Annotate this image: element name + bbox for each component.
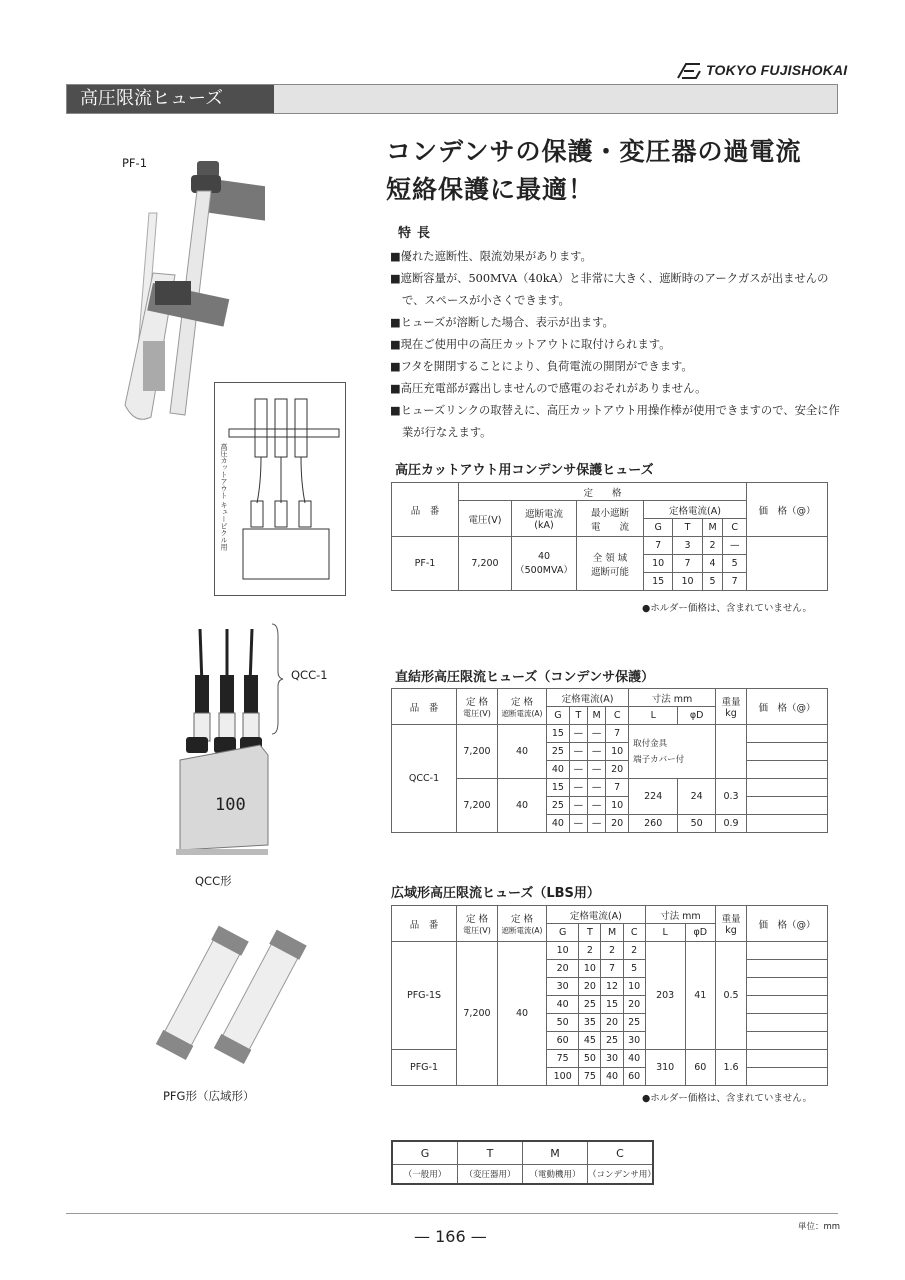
legend-code: M <box>523 1141 588 1165</box>
brand-name: TOKYO FUJISHOKAI <box>706 62 848 78</box>
feature-item: ■フタを開閉することにより、負荷電流の開閉ができます。 <box>390 360 693 373</box>
table-row: 40 — — 20 <box>392 761 828 779</box>
th-break: 定 格 遮断電流(A) <box>498 689 547 725</box>
table3-note: ●ホルダー価格は、含まれていません。 <box>642 1093 812 1104</box>
feature-item: ■遮断容量が、500MVA（40kA）と非常に大きく、遮断時のアークガスが出ませんので、スペースが小さくできます。 <box>390 272 829 307</box>
company-logo-icon <box>676 62 702 80</box>
th-price: 価 格（@） <box>747 483 828 537</box>
headline-line-2: 短絡保護に最適！ <box>386 175 595 204</box>
th-break: 遮断電流 (kA) <box>512 501 577 537</box>
table2-title: 直結形高圧限流ヒューズ（コンデンサ保護） <box>395 670 655 685</box>
table-row: 25 — — 10 <box>392 797 828 815</box>
feature-item: ■現在ご使用中の高圧カットアウトに取付けられます。 <box>390 338 671 351</box>
table-row: 10 7 4 5 <box>392 555 828 573</box>
th-rated-current: 定格電流(A) <box>547 689 629 707</box>
brand-logo <box>676 62 847 80</box>
qcc1-label: QCC-1 <box>291 668 328 682</box>
feature-item: ■高圧充電部が露出しませんので感電のおそれがありません。 <box>390 382 707 395</box>
footer-divider <box>66 1213 838 1214</box>
table-row: 60 45 25 30 <box>392 1032 828 1050</box>
qcc-caption: QCC形 <box>195 874 232 888</box>
th-voltage: 定 格 電圧(V) <box>457 689 498 725</box>
th-col-m: M <box>702 519 723 537</box>
th-col-g: G <box>644 519 673 537</box>
cell-min-break: 全 領 域 遮断可能 <box>577 537 644 591</box>
table-row: 40 25 15 20 <box>392 996 828 1014</box>
cell-model: PFG-1S <box>392 942 457 1050</box>
legend-code: G <box>392 1141 458 1165</box>
page-number: — 166 — <box>414 1227 487 1246</box>
th-min-break: 最小遮断 電 流 <box>577 501 644 537</box>
table1 <box>391 482 828 591</box>
table-row: PF-1 7,200 40 （500MVA） 全 領 域 遮断可能 7 3 2 — <box>392 537 828 555</box>
table-row: 25 — — 10 <box>392 743 828 761</box>
headline-line-1: コンデンサの保護・変圧器の過電流 <box>386 137 802 166</box>
table-row: PFG-1 75 50 30 40 310 60 1.6 <box>392 1050 828 1068</box>
feature-item: ■ヒューズリンクの取替えに、高圧カットアウト用操作棒が使用できますので、安全に作業が行なえます。 <box>390 404 840 439</box>
brace-icon <box>270 622 284 737</box>
cell-price <box>747 537 828 591</box>
th-dimensions: 寸法 mm <box>629 689 716 707</box>
legend-table <box>391 1140 654 1185</box>
th-voltage: 定 格 電圧(V) <box>457 906 498 942</box>
legend-desc: （コンデンサ用） <box>588 1165 654 1185</box>
table-row: 20 10 7 5 <box>392 960 828 978</box>
th-voltage: 電圧(V) <box>459 501 512 537</box>
pf1-label: PF-1 <box>122 156 148 170</box>
cutout-diagram <box>214 382 346 596</box>
cell-break: 40 （500MVA） <box>512 537 577 591</box>
th-price: 価 格（@） <box>747 906 828 942</box>
th-weight: 重量 kg <box>716 906 747 942</box>
table1-title: 高圧カットアウト用コンデンサ保護ヒューズ <box>395 463 654 478</box>
th-dimensions: 寸法 mm <box>645 906 715 924</box>
table2: 品 番 定 格 電圧(V) 定 格 遮断電流(A) 定格電流(A) 寸法 mm 重量 kg 価 格（@） G T M C L φD QCC-1 7,200 40 15 — — 7 取付金具 端子カバー付 25 — — 10 40 — — 20 7,200 40 15 — — 7 224 24 0.3 25 — — 10 40 — — 20 260 50 0.9 <box>391 688 828 833</box>
table3: 品 番 定 格 電圧(V) 定 格 遮断電流(A) 定格電流(A) 寸法 mm 重量 kg 価 格（@） G T M C L φD PFG-1S 7,200 40 10 2 2 2 203 41 0.5 20 10 7 5 30 20 12 10 40 25 15 20 50 35 20 25 60 45 25 30 PFG-1 75 50 30 40 310 60 1.6 100 75 40 60 <box>391 905 828 1086</box>
unit-note: 単位：mm <box>798 1222 841 1232</box>
table-row: 15 10 5 7 <box>392 573 828 591</box>
cell-model: PFG-1 <box>392 1050 457 1086</box>
table-row: QCC-1 7,200 40 15 — — 7 取付金具 端子カバー付 <box>392 725 828 743</box>
diagram-label: 高圧カットアウト キュービクル用 <box>220 443 228 551</box>
pfg-fuse-image <box>140 925 310 1065</box>
table3-title: 広域形高圧限流ヒューズ（LBS用） <box>391 886 600 901</box>
section-title: 高圧限流ヒューズ <box>67 85 274 113</box>
table1-note: ●ホルダー価格は、含まれていません。 <box>642 603 812 614</box>
pfg-caption: PFG形（広域形） <box>163 1089 255 1103</box>
th-rating: 定 格 <box>459 483 747 501</box>
th-model: 品 番 <box>392 906 457 942</box>
legend-desc: （変圧器用） <box>458 1165 523 1185</box>
cell-model: QCC-1 <box>392 725 457 833</box>
th-col-c: C <box>723 519 747 537</box>
table-row: 40 — — 20 260 50 0.9 <box>392 815 828 833</box>
cell-voltage: 7,200 <box>459 537 512 591</box>
feature-item: ■ヒューズが溶断した場合、表示が出ます。 <box>390 316 614 329</box>
th-rated-current: 定格電流(A) <box>547 906 646 924</box>
th-model: 品 番 <box>392 483 459 537</box>
legend-code: C <box>588 1141 654 1165</box>
legend-desc: （一般用） <box>392 1165 458 1185</box>
th-price: 価 格（@） <box>747 689 828 725</box>
cell-model: PF-1 <box>392 537 459 591</box>
th-model: 品 番 <box>392 689 457 725</box>
table-row: 30 20 12 10 <box>392 978 828 996</box>
features-title: 特長 <box>398 226 437 241</box>
section-header-bar <box>66 84 838 114</box>
legend-desc: （電動機用） <box>523 1165 588 1185</box>
table-row: 50 35 20 25 <box>392 1014 828 1032</box>
table-row: 100 75 40 60 <box>392 1068 828 1086</box>
th-rated-current: 定格電流(A) <box>644 501 747 519</box>
features-list <box>390 246 840 444</box>
headline <box>386 133 802 209</box>
legend-code: T <box>458 1141 523 1165</box>
th-weight: 重量 kg <box>716 689 747 725</box>
feature-item: ■優れた遮断性、限流効果があります。 <box>390 250 592 263</box>
th-col-t: T <box>673 519 702 537</box>
th-break: 定 格 遮断電流(A) <box>498 906 547 942</box>
qcc-box-number: 100 <box>215 795 246 815</box>
table-row: PFG-1S 7,200 40 10 2 2 2 203 41 0.5 <box>392 942 828 960</box>
table-row: 7,200 40 15 — — 7 224 24 0.3 <box>392 779 828 797</box>
